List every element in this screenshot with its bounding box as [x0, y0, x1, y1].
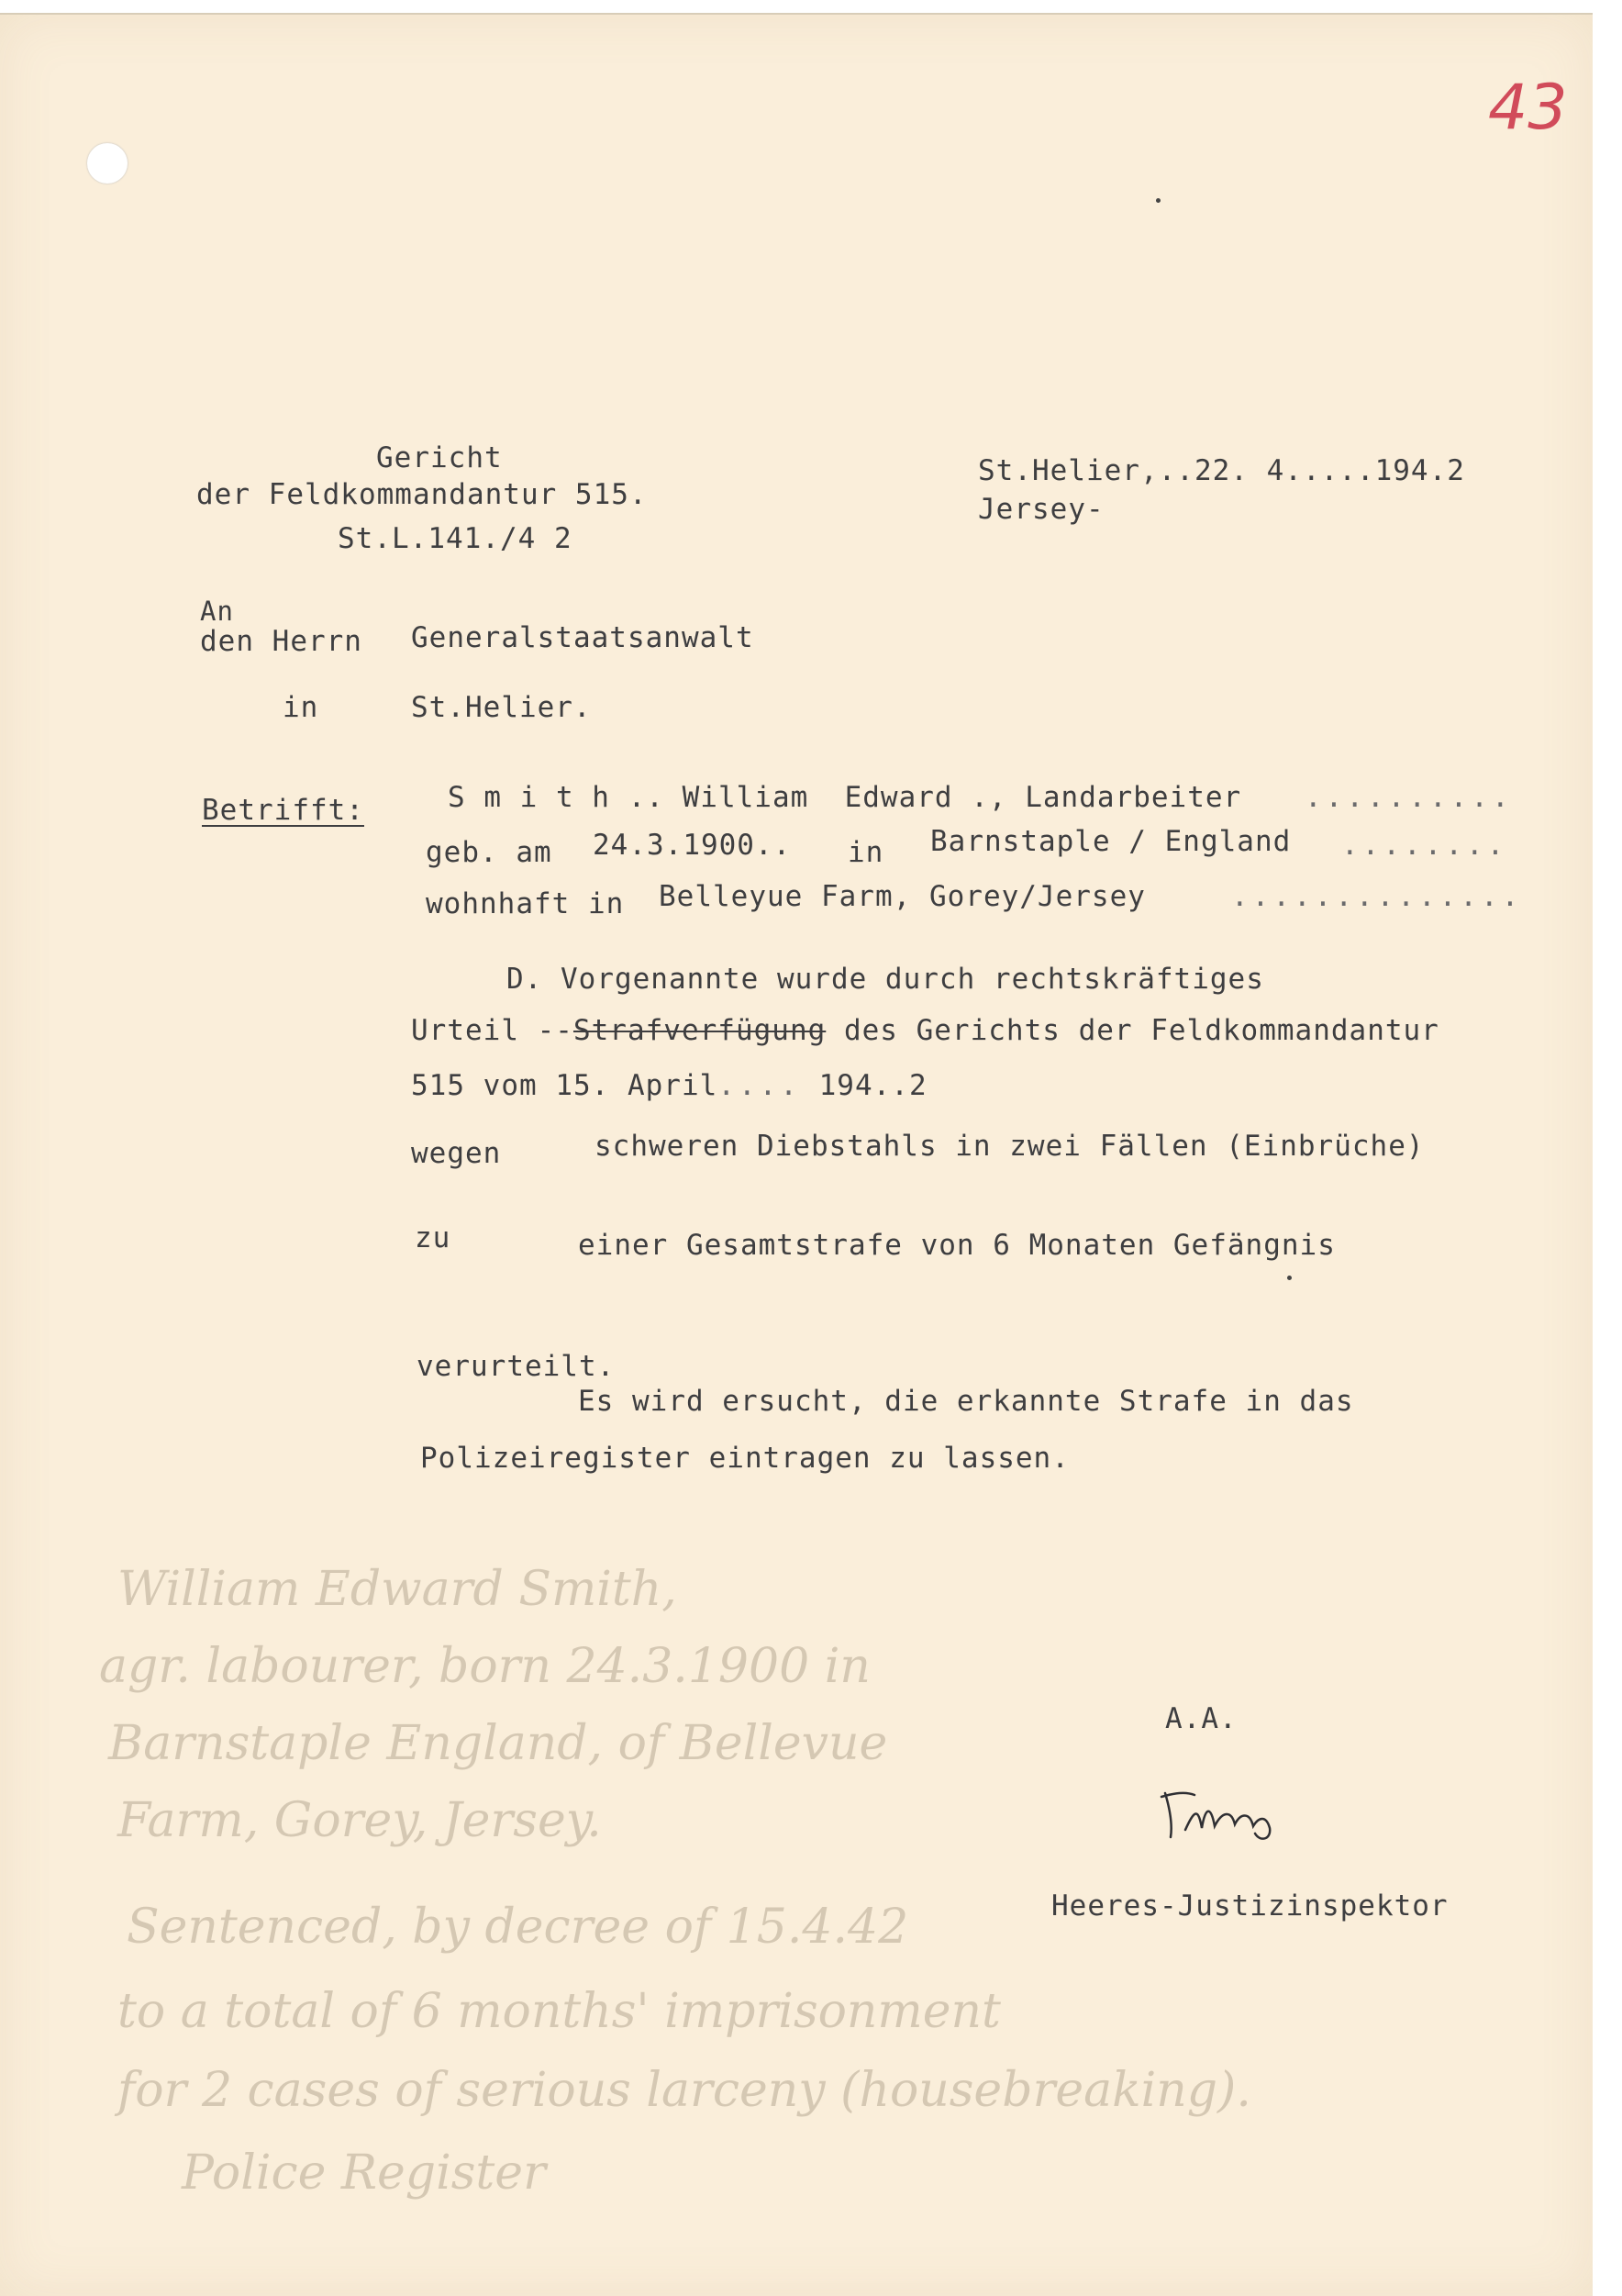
body-line-2: Urteil --Strafverfügung des Gerichts der Feldkommandantur	[411, 1014, 1439, 1047]
place-date: St.Helier,..22. 4.....194.2	[978, 454, 1465, 487]
pencil-note-line: Sentenced, by decree of 15.4.42	[127, 1900, 909, 1955]
pencil-note-line: agr. labourer, born 24.3.1900 in	[99, 1639, 871, 1694]
ink-speck	[1287, 1276, 1292, 1280]
region: Jersey-	[978, 493, 1105, 526]
addressee-city: St.Helier.	[411, 691, 592, 724]
addressee-den-herrn: den Herrn	[200, 625, 362, 658]
punch-hole	[87, 143, 128, 184]
birth-date: 24.3.1900..	[593, 829, 792, 862]
fill-dots: ........	[1341, 829, 1508, 862]
subject-name-line: S m i t h .. William Edward ., Landarbeiter	[448, 781, 1242, 814]
birth-prefix: geb. am	[426, 836, 552, 869]
closing-role: Heeres-Justizinspektor	[1051, 1889, 1449, 1923]
body-line-1: D. Vorgenannte wurde durch rechtskräftiges	[506, 963, 1264, 996]
fill-dots: ..........	[1305, 781, 1513, 814]
request-line-2: Polizeiregister eintragen zu lassen.	[420, 1442, 1070, 1475]
birth-in: in	[848, 836, 884, 869]
subject-label: Betrifft:	[202, 794, 364, 827]
court-line-1: Gericht	[376, 441, 503, 474]
residence-prefix: wohnhaft in	[426, 887, 625, 920]
birth-place: Barnstaple / England	[930, 825, 1292, 858]
closing-aa: A.A.	[1165, 1702, 1238, 1735]
pencil-note-line: for 2 cases of serious larceny (housebreaking).	[117, 2063, 1251, 2118]
wegen-text: schweren Diebstahls in zwei Fällen (Einbrüche)	[594, 1130, 1425, 1163]
addressee-title: Generalstaatsanwalt	[411, 621, 754, 654]
verurteilt: verurteilt.	[417, 1350, 616, 1383]
pencil-note-line: Barnstaple England, of Bellevue	[108, 1716, 888, 1771]
zu-label: zu	[415, 1221, 451, 1254]
addressee-an: An	[200, 596, 234, 627]
residence: Belleyue Farm, Gorey/Jersey	[659, 880, 1146, 913]
pencil-note-line: William Edward Smith,	[117, 1562, 677, 1617]
body-line-3: 515 vom 15. April.... 194..2	[411, 1069, 928, 1102]
addressee-in: in	[283, 691, 319, 724]
pencil-note-line: to a total of 6 months' imprisonment	[117, 1984, 1001, 2039]
handwritten-signature	[1158, 1775, 1305, 1848]
pencil-note-line: Farm, Gorey, Jersey.	[117, 1793, 602, 1848]
ink-speck	[1156, 198, 1161, 203]
fill-dots: ..............	[1231, 880, 1523, 913]
pencil-note-line: Police Register	[182, 2146, 546, 2201]
zu-text: einer Gesamtstrafe von 6 Monaten Gefängnis	[578, 1229, 1336, 1262]
reference-number: St.L.141./4 2	[338, 522, 572, 555]
page-number: 43	[1488, 72, 1568, 144]
court-line-2: der Feldkommandantur 515.	[196, 478, 648, 511]
wegen-label: wegen	[411, 1137, 502, 1170]
request-line-1: Es wird ersucht, die erkannte Strafe in das	[578, 1385, 1354, 1418]
letter-page	[0, 13, 1593, 2296]
